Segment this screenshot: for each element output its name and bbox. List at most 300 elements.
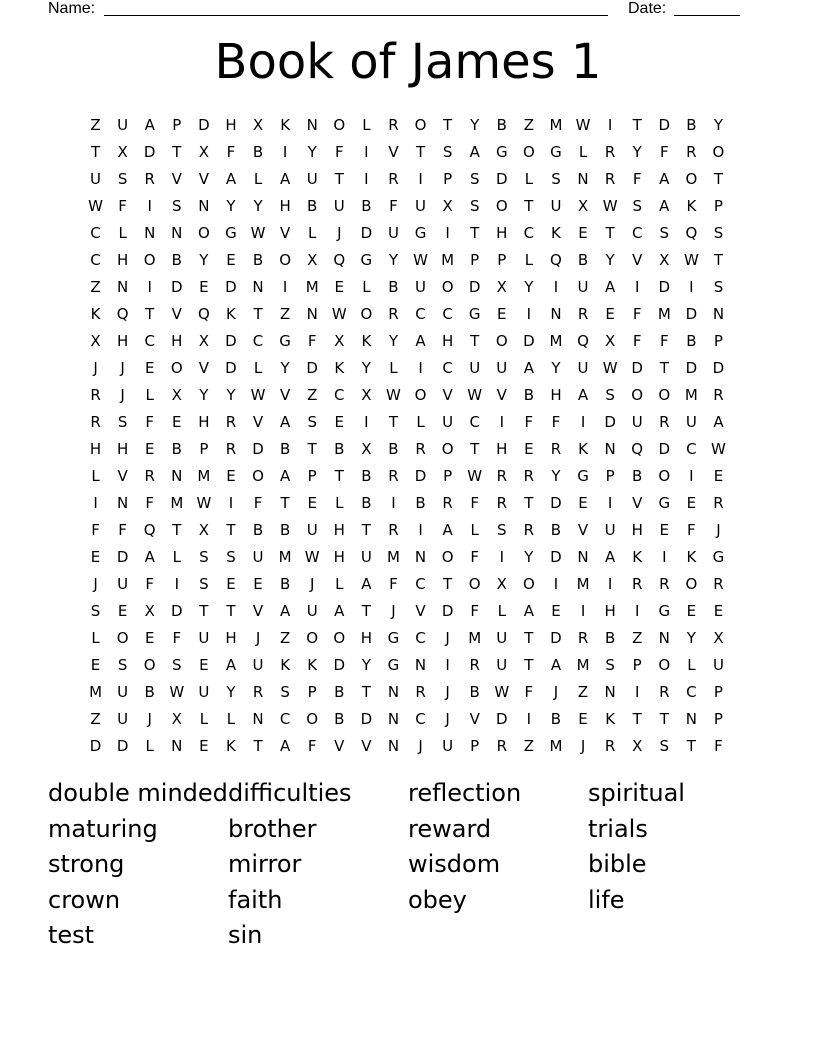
- grid-letter: K: [551, 224, 561, 242]
- grid-letter: R: [388, 467, 399, 485]
- grid-letter: J: [580, 737, 586, 755]
- word-bank-item: crown: [48, 885, 121, 914]
- grid-letter: X: [171, 386, 182, 404]
- grid-letter: C: [686, 683, 697, 701]
- grid-letter: T: [470, 440, 480, 458]
- grid-letter: M: [468, 629, 482, 647]
- grid-letter: R: [686, 143, 697, 161]
- grid-letter: I: [580, 602, 586, 620]
- grid-letter: V: [198, 359, 209, 377]
- grid-letter: X: [307, 251, 318, 269]
- grid-letter: R: [659, 683, 670, 701]
- grid-letter: F: [334, 143, 344, 161]
- grid-letter: H: [631, 521, 643, 539]
- grid-letter: H: [225, 629, 237, 647]
- grid-letter: T: [524, 629, 534, 647]
- grid-letter: N: [306, 116, 318, 134]
- grid-letter: D: [685, 305, 698, 323]
- grid-letter: P: [443, 467, 453, 485]
- grid-letter: T: [280, 494, 290, 512]
- grid-letter: J: [93, 575, 98, 593]
- grid-letter: T: [632, 710, 642, 728]
- grid-letter: H: [116, 332, 129, 350]
- grid-letter: G: [360, 251, 373, 269]
- grid-letter: K: [280, 656, 291, 674]
- grid-letter: U: [631, 413, 643, 431]
- grid-letter: A: [659, 197, 670, 215]
- grid-letter: V: [469, 710, 480, 728]
- grid-letter: H: [441, 332, 454, 350]
- grid-letter: G: [225, 224, 237, 242]
- grid-letter: I: [499, 548, 504, 566]
- grid-letter: Z: [279, 305, 291, 323]
- grid-letter: J: [147, 710, 152, 728]
- grid-letter: E: [144, 629, 155, 647]
- grid-letter: N: [658, 629, 670, 647]
- grid-letter: L: [416, 413, 425, 431]
- grid-letter: L: [335, 494, 344, 512]
- grid-letter: R: [523, 521, 535, 539]
- grid-letter: D: [658, 440, 671, 458]
- grid-letter: P: [497, 251, 507, 269]
- grid-letter: F: [226, 143, 236, 161]
- grid-letter: H: [89, 440, 102, 458]
- grid-letter: R: [713, 494, 724, 512]
- grid-letter: X: [361, 386, 372, 404]
- grid-letter: F: [632, 305, 642, 323]
- grid-letter: Q: [550, 251, 562, 269]
- grid-letter: E: [686, 494, 697, 512]
- grid-letter: V: [496, 386, 507, 404]
- word-bank-item: reward: [408, 814, 492, 843]
- grid-letter: N: [550, 305, 562, 323]
- grid-letter: G: [495, 143, 508, 161]
- grid-letter: E: [226, 575, 236, 593]
- grid-letter: W: [494, 683, 510, 701]
- grid-letter: B: [388, 278, 399, 296]
- grid-letter: P: [713, 710, 723, 728]
- grid-letter: B: [279, 440, 291, 458]
- grid-letter: J: [309, 575, 315, 593]
- grid-letter: O: [143, 251, 156, 269]
- grid-letter: U: [117, 575, 129, 593]
- grid-letter: F: [307, 737, 317, 755]
- grid-letter: U: [469, 359, 481, 377]
- grid-letter: A: [334, 602, 345, 620]
- grid-letter: E: [713, 602, 724, 620]
- grid-letter: E: [524, 440, 534, 458]
- grid-letter: C: [334, 386, 345, 404]
- grid-letter: V: [252, 602, 264, 620]
- grid-letter: X: [496, 575, 507, 593]
- grid-letter: X: [198, 143, 209, 161]
- grid-letter: W: [711, 440, 726, 458]
- grid-letter: S: [713, 278, 724, 296]
- grid-letter: I: [364, 143, 369, 161]
- grid-letter: B: [279, 575, 291, 593]
- grid-letter: S: [172, 197, 182, 215]
- grid-letter: P: [172, 116, 182, 134]
- grid-letter: U: [496, 656, 508, 674]
- grid-letter: I: [445, 656, 450, 674]
- grid-letter: D: [171, 602, 183, 620]
- grid-letter: T: [253, 737, 263, 755]
- grid-letter: G: [658, 494, 671, 512]
- date-blank-line: [674, 15, 740, 16]
- grid-letter: Q: [333, 251, 346, 269]
- grid-letter: J: [391, 602, 396, 620]
- grid-letter: V: [388, 143, 399, 161]
- grid-letter: A: [279, 170, 291, 188]
- grid-letter: N: [387, 737, 400, 755]
- grid-letter: H: [116, 440, 129, 458]
- grid-letter: N: [198, 197, 210, 215]
- grid-letter: F: [172, 629, 182, 647]
- grid-letter: P: [713, 683, 723, 701]
- grid-letter: B: [252, 521, 264, 539]
- grid-letter: O: [631, 386, 644, 404]
- grid-letter: Y: [632, 143, 642, 161]
- grid-letter: Z: [632, 629, 643, 647]
- grid-letter: U: [333, 197, 345, 215]
- grid-letter: E: [578, 224, 588, 242]
- grid-letter: E: [172, 413, 182, 431]
- grid-letter: X: [117, 143, 128, 161]
- grid-letter: U: [415, 197, 427, 215]
- grid-letter: N: [387, 710, 400, 728]
- grid-letter: D: [496, 170, 508, 188]
- grid-letter: D: [333, 656, 346, 674]
- grid-letter: Y: [686, 629, 696, 647]
- grid-letter: N: [171, 467, 183, 485]
- grid-letter: A: [550, 656, 562, 674]
- grid-letter: O: [306, 710, 319, 728]
- grid-letter: L: [687, 656, 696, 674]
- grid-letter: D: [414, 467, 427, 485]
- grid-letter: J: [445, 629, 450, 647]
- grid-letter: F: [118, 197, 127, 215]
- grid-letter: G: [468, 305, 481, 323]
- grid-letter: E: [226, 467, 236, 485]
- grid-letter: N: [604, 440, 616, 458]
- grid-letter: F: [470, 548, 480, 566]
- grid-letter: O: [712, 143, 725, 161]
- grid-letter: F: [524, 683, 534, 701]
- grid-letter: R: [496, 494, 507, 512]
- grid-letter: F: [659, 332, 669, 350]
- grid-letter: P: [605, 467, 615, 485]
- grid-letter: P: [632, 656, 642, 674]
- grid-letter: N: [414, 548, 427, 566]
- grid-letter: O: [143, 656, 156, 674]
- grid-letter: O: [441, 548, 454, 566]
- grid-letter: A: [361, 575, 372, 593]
- grid-letter: X: [144, 602, 155, 620]
- word-bank-item: mirror: [228, 850, 302, 878]
- grid-letter: U: [577, 278, 589, 296]
- grid-letter: T: [659, 710, 669, 728]
- grid-letter: T: [90, 143, 101, 161]
- grid-letter: C: [252, 332, 264, 350]
- grid-letter: Y: [524, 548, 534, 566]
- grid-letter: B: [388, 440, 399, 458]
- grid-letter: L: [524, 170, 534, 188]
- grid-letter: R: [388, 305, 399, 323]
- grid-letter: C: [469, 413, 480, 431]
- grid-letter: U: [117, 116, 129, 134]
- grid-letter: N: [252, 278, 264, 296]
- grid-letter: U: [415, 278, 427, 296]
- grid-letter: Q: [685, 224, 698, 242]
- grid-letter: Y: [713, 116, 724, 134]
- word-bank-item: obey: [408, 885, 467, 914]
- grid-letter: H: [360, 629, 372, 647]
- grid-letter: E: [551, 602, 561, 620]
- grid-letter: L: [91, 467, 100, 485]
- grid-letter: T: [172, 143, 182, 161]
- grid-letter: L: [362, 278, 371, 296]
- grid-letter: S: [199, 548, 209, 566]
- grid-letter: H: [333, 521, 345, 539]
- grid-letter: U: [306, 170, 318, 188]
- grid-letter: R: [388, 521, 399, 539]
- grid-letter: B: [686, 332, 697, 350]
- grid-letter: L: [470, 521, 479, 539]
- grid-letter: V: [632, 494, 643, 512]
- grid-letter: Y: [605, 251, 615, 269]
- grid-letter: N: [171, 737, 183, 755]
- name-label: Name:: [48, 0, 96, 17]
- grid-letter: Y: [280, 359, 290, 377]
- grid-letter: F: [470, 602, 480, 620]
- grid-letter: O: [333, 116, 346, 134]
- grid-letter: T: [415, 143, 426, 161]
- grid-letter: P: [443, 170, 453, 188]
- grid-letter: T: [226, 602, 236, 620]
- grid-letter: Y: [199, 251, 209, 269]
- page-title: Book of James 1: [214, 34, 602, 90]
- grid-letter: Y: [361, 359, 371, 377]
- grid-letter: N: [252, 710, 264, 728]
- grid-letter: V: [415, 602, 426, 620]
- grid-letter: F: [253, 494, 263, 512]
- word-bank-item: [588, 918, 768, 954]
- grid-letter: M: [197, 467, 211, 485]
- grid-letter: U: [306, 521, 318, 539]
- grid-letter: B: [171, 251, 182, 269]
- grid-letter: E: [605, 305, 615, 323]
- grid-letter: V: [279, 386, 291, 404]
- grid-letter: A: [442, 521, 453, 539]
- grid-letter: X: [577, 197, 589, 215]
- grid-letter: R: [631, 575, 643, 593]
- grid-letter: V: [252, 413, 264, 431]
- grid-letter: I: [228, 494, 234, 512]
- grid-letter: T: [659, 359, 669, 377]
- grid-letter: G: [550, 143, 562, 161]
- grid-letter: M: [170, 494, 184, 512]
- grid-letter: J: [120, 359, 125, 377]
- grid-letter: F: [551, 413, 561, 431]
- grid-letter: G: [387, 629, 400, 647]
- grid-letter: S: [632, 197, 642, 215]
- grid-letter: E: [334, 413, 345, 431]
- grid-letter: W: [467, 467, 483, 485]
- grid-letter: D: [550, 548, 562, 566]
- grid-letter: D: [441, 602, 454, 620]
- grid-letter: O: [495, 197, 508, 215]
- grid-letter: Z: [90, 116, 101, 134]
- grid-letter: Y: [524, 278, 534, 296]
- grid-letter: H: [171, 332, 183, 350]
- grid-letter: C: [415, 629, 426, 647]
- grid-letter: S: [117, 170, 128, 188]
- grid-letter: W: [331, 305, 347, 323]
- grid-letter: R: [550, 440, 562, 458]
- grid-letter: Z: [279, 629, 291, 647]
- grid-letter: U: [252, 548, 264, 566]
- grid-letter: E: [199, 737, 209, 755]
- grid-letter: N: [117, 278, 129, 296]
- grid-letter: G: [279, 332, 291, 350]
- grid-letter: I: [634, 602, 640, 620]
- grid-letter: F: [389, 575, 398, 593]
- grid-letter: C: [90, 251, 101, 269]
- grid-letter: S: [90, 602, 101, 620]
- grid-letter: B: [577, 251, 589, 269]
- grid-letter: X: [604, 332, 616, 350]
- grid-letter: X: [171, 710, 182, 728]
- grid-letter: M: [89, 683, 103, 701]
- grid-letter: E: [497, 305, 507, 323]
- grid-letter: K: [307, 656, 318, 674]
- grid-letter: I: [553, 278, 559, 296]
- grid-letter: H: [279, 197, 291, 215]
- grid-letter: G: [577, 467, 589, 485]
- grid-letter: Y: [226, 197, 236, 215]
- grid-letter: R: [144, 467, 155, 485]
- grid-letter: C: [686, 440, 697, 458]
- grid-letter: O: [414, 386, 427, 404]
- word-bank-item: difficulties: [228, 779, 352, 807]
- grid-letter: R: [388, 116, 399, 134]
- grid-letter: H: [550, 386, 562, 404]
- grid-letter: F: [145, 575, 155, 593]
- grid-letter: T: [713, 251, 724, 269]
- grid-letter: L: [524, 251, 534, 269]
- grid-letter: A: [604, 548, 616, 566]
- grid-letter: L: [172, 548, 181, 566]
- grid-letter: S: [713, 224, 724, 242]
- grid-letter: U: [117, 683, 129, 701]
- grid-letter: T: [713, 170, 724, 188]
- grid-letter: V: [171, 305, 182, 323]
- word-bank: [48, 776, 768, 954]
- grid-letter: W: [683, 251, 699, 269]
- grid-letter: L: [226, 710, 236, 728]
- grid-letter: I: [282, 143, 288, 161]
- grid-letter: T: [361, 602, 371, 620]
- grid-letter: D: [685, 359, 698, 377]
- grid-letter: S: [659, 737, 670, 755]
- grid-letter: I: [364, 170, 369, 188]
- grid-letter: Y: [226, 683, 236, 701]
- grid-letter: U: [496, 359, 508, 377]
- grid-letter: M: [576, 575, 590, 593]
- grid-letter: U: [550, 197, 562, 215]
- grid-letter: B: [550, 521, 562, 539]
- word-bank-item: life: [588, 885, 625, 914]
- grid-letter: E: [578, 710, 588, 728]
- grid-letter: I: [526, 305, 532, 323]
- grid-letter: J: [255, 629, 261, 647]
- grid-letter: B: [144, 683, 155, 701]
- grid-letter: Y: [388, 332, 399, 350]
- grid-letter: M: [549, 332, 563, 350]
- grid-letter: T: [470, 332, 480, 350]
- grid-letter: T: [226, 521, 236, 539]
- grid-letter: U: [577, 359, 589, 377]
- grid-letter: R: [713, 386, 724, 404]
- grid-letter: B: [604, 629, 616, 647]
- grid-letter: L: [145, 386, 154, 404]
- grid-letter: A: [144, 116, 155, 134]
- grid-letter: F: [145, 413, 155, 431]
- grid-letter: L: [497, 602, 506, 620]
- grid-letter: A: [279, 467, 291, 485]
- grid-letter: I: [174, 575, 179, 593]
- grid-letter: E: [117, 602, 128, 620]
- grid-letter: O: [658, 386, 671, 404]
- grid-letter: L: [253, 359, 263, 377]
- grid-letter: T: [145, 305, 155, 323]
- grid-letter: U: [387, 224, 399, 242]
- grid-letter: J: [445, 683, 450, 701]
- grid-letter: V: [198, 170, 209, 188]
- word-bank-item: reflection: [408, 779, 522, 807]
- word-bank-item: strong: [48, 850, 125, 878]
- grid-letter: A: [577, 386, 589, 404]
- grid-letter: F: [687, 521, 696, 539]
- grid-letter: V: [334, 737, 345, 755]
- grid-letter: X: [198, 521, 209, 539]
- grid-letter: V: [361, 737, 372, 755]
- grid-letter: T: [388, 413, 399, 431]
- grid-letter: D: [225, 332, 237, 350]
- grid-letter: P: [470, 737, 480, 755]
- grid-letter: P: [713, 332, 723, 350]
- grid-letter: N: [604, 683, 616, 701]
- grid-letter: R: [144, 170, 155, 188]
- grid-letter: C: [415, 575, 426, 593]
- date-label: Date:: [628, 0, 667, 17]
- grid-letter: I: [580, 413, 586, 431]
- grid-letter: X: [632, 737, 643, 755]
- word-bank-item: faith: [228, 885, 283, 914]
- grid-letter: Q: [197, 305, 210, 323]
- grid-letter: D: [523, 332, 535, 350]
- grid-letter: B: [361, 197, 372, 215]
- grid-letter: D: [225, 278, 237, 296]
- grid-letter: K: [90, 305, 101, 323]
- grid-letter: L: [145, 737, 154, 755]
- grid-letter: Z: [523, 737, 534, 755]
- grid-letter: Z: [90, 710, 101, 728]
- grid-letter: H: [496, 440, 508, 458]
- grid-letter: Y: [388, 251, 399, 269]
- grid-letter: G: [658, 602, 671, 620]
- grid-letter: H: [116, 251, 129, 269]
